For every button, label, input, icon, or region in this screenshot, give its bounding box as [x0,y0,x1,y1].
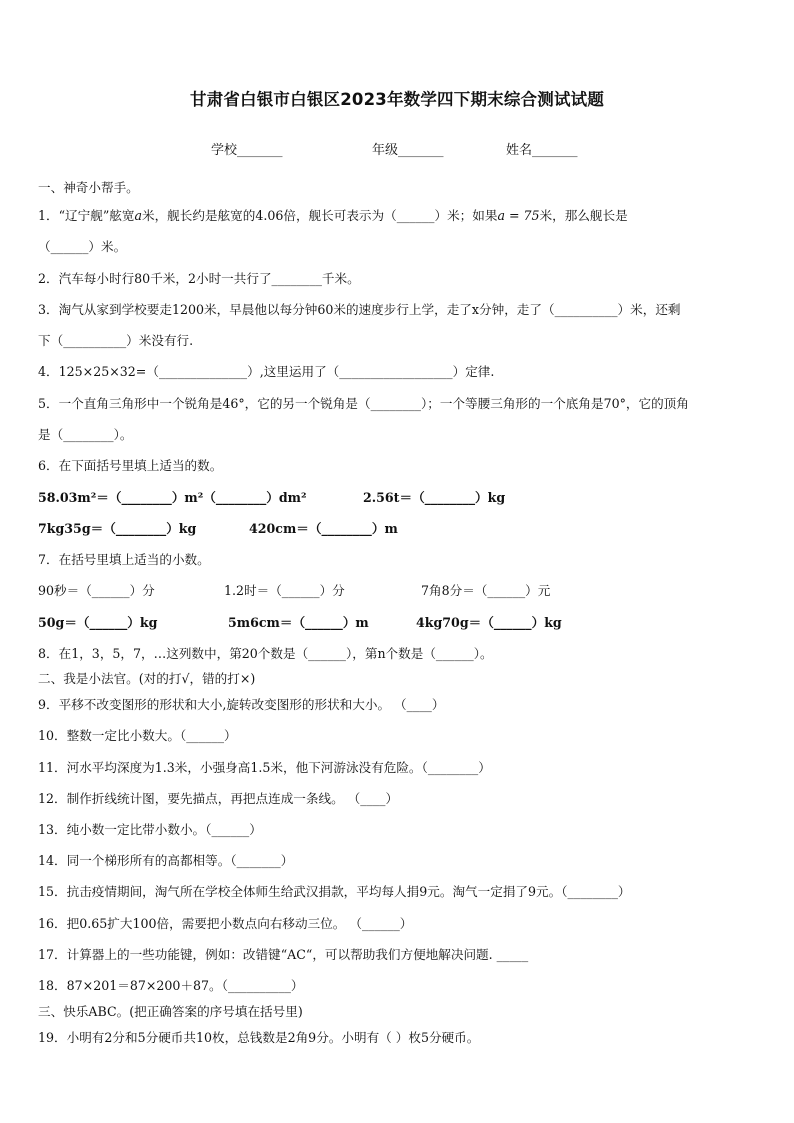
question-11: 11．河水平均深度为1.3米，小强身高1.5米，他下河游泳没有危险。（________） [38,760,491,775]
question-18: 18．87×201＝87×200＋87。（__________） [38,978,304,993]
question-16: 16．把0.65扩大100倍，需要把小数点向右移动三位。 （______） [38,916,413,931]
question-3-cont: 下（__________）米没有行. [38,333,194,348]
question-1-cont: （______）米。 [38,239,127,254]
q6-item-3: 7kg35g＝（________）kg [38,521,197,536]
school-field: 学校_______ [211,143,283,158]
question-9: 9．平移不改变图形的形状和大小,旋转改变图形的形状和大小。 （____） [38,697,445,712]
q7-item-4: 50g＝（______）kg [38,615,158,630]
section-heading-1: 一、神奇小帮手。 [38,180,139,195]
q7-item-2: 1.2时＝（______）分 [224,583,345,598]
question-5: 5．一个直角三角形中一个锐角是46°，它的另一个锐角是（________）；一个等腰三角形的一个底角是70°，它的顶角 [38,396,689,411]
page-title: 甘肃省白银市白银区2023年数学四下期末综合测试试题 [189,90,605,109]
q7-item-3: 7角8分＝（______）元 [421,583,551,598]
question-12: 12．制作折线统计图，要先描点，再把点连成一条线。 （____） [38,791,399,806]
question-14: 14．同一个梯形所有的高都相等。（_______） [38,853,294,868]
question-7: 7．在括号里填上适当的小数。 [38,552,210,567]
question-5-cont: 是（________）。 [38,427,133,442]
grade-field: 年级_______ [372,143,444,158]
question-13: 13．纯小数一定比带小数小。（______） [38,822,262,837]
question-17: 17．计算器上的一些功能键，例如：改错键“AC“，可以帮助我们方便地解决问题. _____ [38,947,529,962]
question-10: 10．整数一定比小数大。（______） [38,728,237,743]
section-heading-3: 三、快乐ABC。(把正确答案的序号填在括号里) [38,1004,303,1019]
q7-item-1: 90秒＝（______）分 [38,583,155,598]
question-2: 2．汽车每小时行80千米，2小时一共行了________千米。 [38,271,360,286]
question-3: 3．淘气从家到学校要走1200米，早晨他以每分钟60米的速度步行上学，走了x分钟，走了（__________）米，还剩 [38,302,681,317]
q1-part-a: 1．“辽宁舰”舷宽 [38,208,135,223]
question-8: 8．在1，3，5，7，…这列数中，第20个数是（______），第n个数是（______）。 [38,646,493,661]
q1-part-c: 米，那么舰长是 [539,208,628,223]
question-15: 15．抗击疫情期间，淘气所在学校全体师生给武汉捐款，平均每人捐9元。淘气一定捐了9元。（________） [38,884,631,899]
question-4: 4．125×25×32=（______________）,这里运用了（__________________）定律. [38,364,495,379]
q7-item-6: 4kg70g＝（______）kg [416,615,562,630]
q6-item-2: 2.56t＝（________）kg [363,490,506,505]
q7-item-5: 5m6cm＝（______）m [228,615,369,630]
q6-item-4: 420cm＝（________）m [249,521,398,536]
q1-variable: a [134,208,142,223]
q6-item-1: 58.03m²＝（________）m²（________）dm² [38,490,307,505]
q1-equation: a = 75 [497,208,540,223]
q1-part-b: 米，舰长约是舷宽的4.06倍，舰长可表示为（______）米；如果 [141,208,498,223]
section-heading-2: 二、我是小法官。(对的打√，错的打×) [38,671,256,686]
question-6: 6．在下面括号里填上适当的数。 [38,458,223,473]
name-field: 姓名_______ [506,143,578,158]
question-1 [38,208,628,224]
question-19: 19．小明有2分和5分硬币共10枚，总钱数是2角9分。小明有（ ）枚5分硬币。 [38,1030,480,1045]
